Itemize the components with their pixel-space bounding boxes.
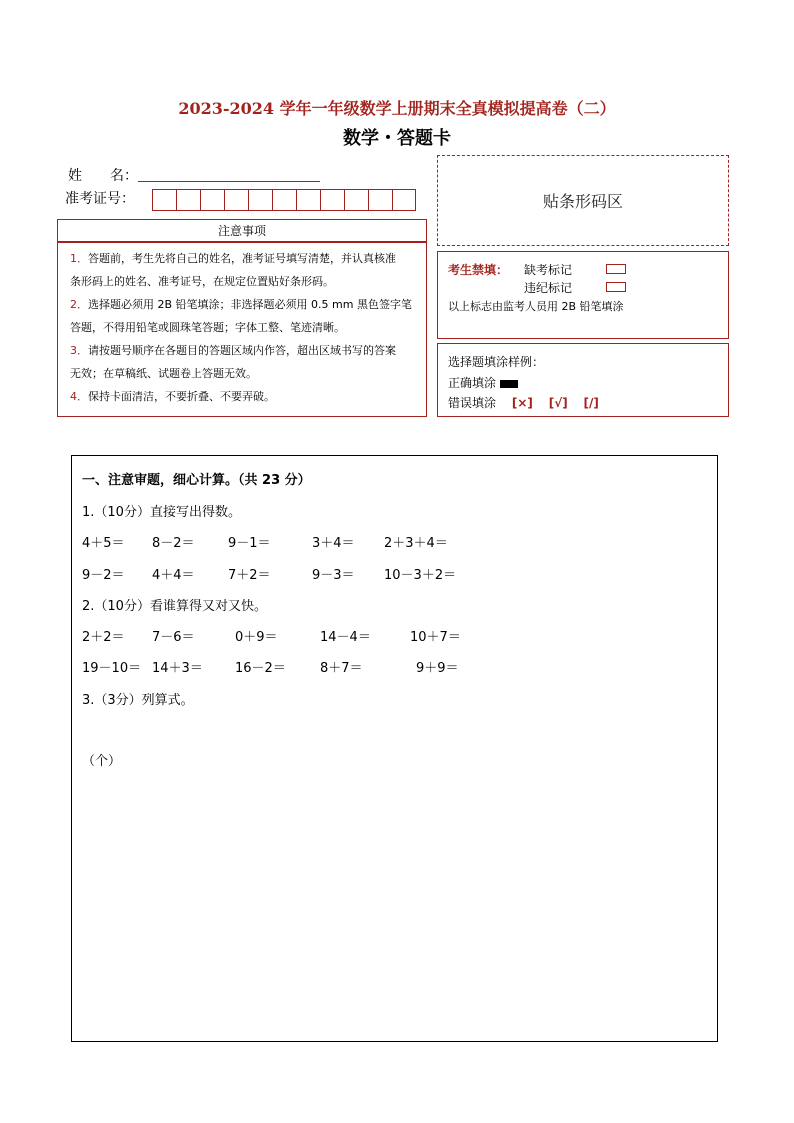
exam-id-cell[interactable] — [368, 189, 392, 211]
question-2: 2.（10分）看谁算得又对又快。 — [82, 599, 267, 614]
violation-label: 违纪标记 — [524, 281, 573, 295]
wrong-fill: 错误填涂 [×] [√] [/] — [448, 396, 599, 410]
wrong-mark-check: [√] — [548, 396, 568, 410]
equation: 7－6＝ — [152, 630, 195, 645]
equation: 3＋4＝ — [312, 536, 355, 551]
fill-example-label: 选择题填涂样例： — [448, 355, 545, 369]
correct-fill: 正确填涂 — [448, 374, 518, 391]
answer-area[interactable] — [71, 455, 718, 1042]
absent-mark-box[interactable] — [606, 264, 626, 274]
notice-heading: 注意事项 — [57, 219, 427, 242]
equation: 7＋2＝ — [228, 568, 271, 583]
equation: 0＋9＝ — [235, 630, 278, 645]
exam-id-cell[interactable] — [200, 189, 224, 211]
forbidden-note: 以上标志由监考人员用 2B 铅笔填涂 — [448, 300, 624, 313]
notice-item: 2．选择题必须用 2B 铅笔填涂；非选择题必须用 0.5 mm 黑色签字笔 — [70, 298, 412, 311]
question-3: 3.（3分）列算式。 — [82, 693, 194, 708]
violation-mark-box[interactable] — [606, 282, 626, 292]
exam-id-cell[interactable] — [296, 189, 320, 211]
equation: 9－3＝ — [312, 568, 355, 583]
exam-id-cell[interactable] — [320, 189, 344, 211]
forbidden-label: 考生禁填： — [448, 263, 509, 277]
notice-item: 条形码上的姓名、准考证号，在规定位置贴好条形码。 — [70, 275, 334, 288]
notice-item: 无效；在草稿纸、试题卷上答题无效。 — [70, 367, 257, 380]
section-title: 一、注意审题，细心计算。（共 23 分） — [82, 473, 311, 488]
equation: 10＋7＝ — [410, 630, 461, 645]
page-subtitle: 数学・答题卡 — [343, 128, 451, 149]
exam-id-cell[interactable] — [272, 189, 296, 211]
name-field[interactable] — [138, 181, 320, 182]
notice-item: 答题，不得用铅笔或圆珠笔答题；字体工整、笔迹清晰。 — [70, 321, 345, 334]
wrong-mark-slash: [/] — [583, 396, 599, 410]
equation: 9＋9＝ — [416, 661, 459, 676]
equation: 10－3＋2＝ — [384, 568, 457, 583]
page-title: 2023-2024 学年一年级数学上册期末全真模拟提高卷（二） — [178, 99, 616, 118]
equation: 8＋7＝ — [320, 661, 363, 676]
barcode-label: 贴条形码区 — [542, 192, 623, 211]
absent-label: 缺考标记 — [524, 263, 573, 277]
notice-item: 4．保持卡面清洁，不要折叠、不要弄破。 — [70, 390, 275, 403]
fill-example-box — [437, 343, 729, 417]
wrong-mark-cross: [×] — [511, 396, 533, 410]
exam-id-cell[interactable] — [176, 189, 200, 211]
notice-box — [57, 242, 427, 417]
exam-id-boxes[interactable] — [152, 189, 416, 211]
name-label: 姓 名： — [68, 168, 138, 184]
equation: 2＋2＝ — [82, 630, 125, 645]
equation: 14－4＝ — [320, 630, 371, 645]
exam-id-cell[interactable] — [248, 189, 272, 211]
equation: 2＋3＋4＝ — [384, 536, 448, 551]
question-1: 1.（10分）直接写出得数。 — [82, 505, 241, 520]
unit-label: （个） — [82, 754, 122, 769]
notice-item: 3．请按题号顺序在各题目的答题区域内作答，超出区域书写的答案 — [70, 344, 396, 357]
exam-id-cell[interactable] — [152, 189, 176, 211]
forbidden-box — [437, 251, 729, 339]
exam-id-cell[interactable] — [392, 189, 416, 211]
notice-item: 1．答题前，考生先将自己的姓名，准考证号填写清楚，并认真核准 — [70, 252, 396, 265]
solid-mark-icon — [500, 380, 518, 388]
exam-id-cell[interactable] — [344, 189, 368, 211]
equation: 9－2＝ — [82, 568, 125, 583]
equation: 16－2＝ — [235, 661, 286, 676]
equation: 4＋5＝ — [82, 536, 125, 551]
exam-id-cell[interactable] — [224, 189, 248, 211]
equation: 14＋3＝ — [152, 661, 203, 676]
equation: 19－10＝ — [82, 661, 142, 676]
barcode-area — [437, 155, 729, 246]
equation: 8－2＝ — [152, 536, 195, 551]
equation: 9－1＝ — [228, 536, 271, 551]
equation: 4＋4＝ — [152, 568, 195, 583]
exam-id-label: 准考证号： — [65, 191, 135, 207]
